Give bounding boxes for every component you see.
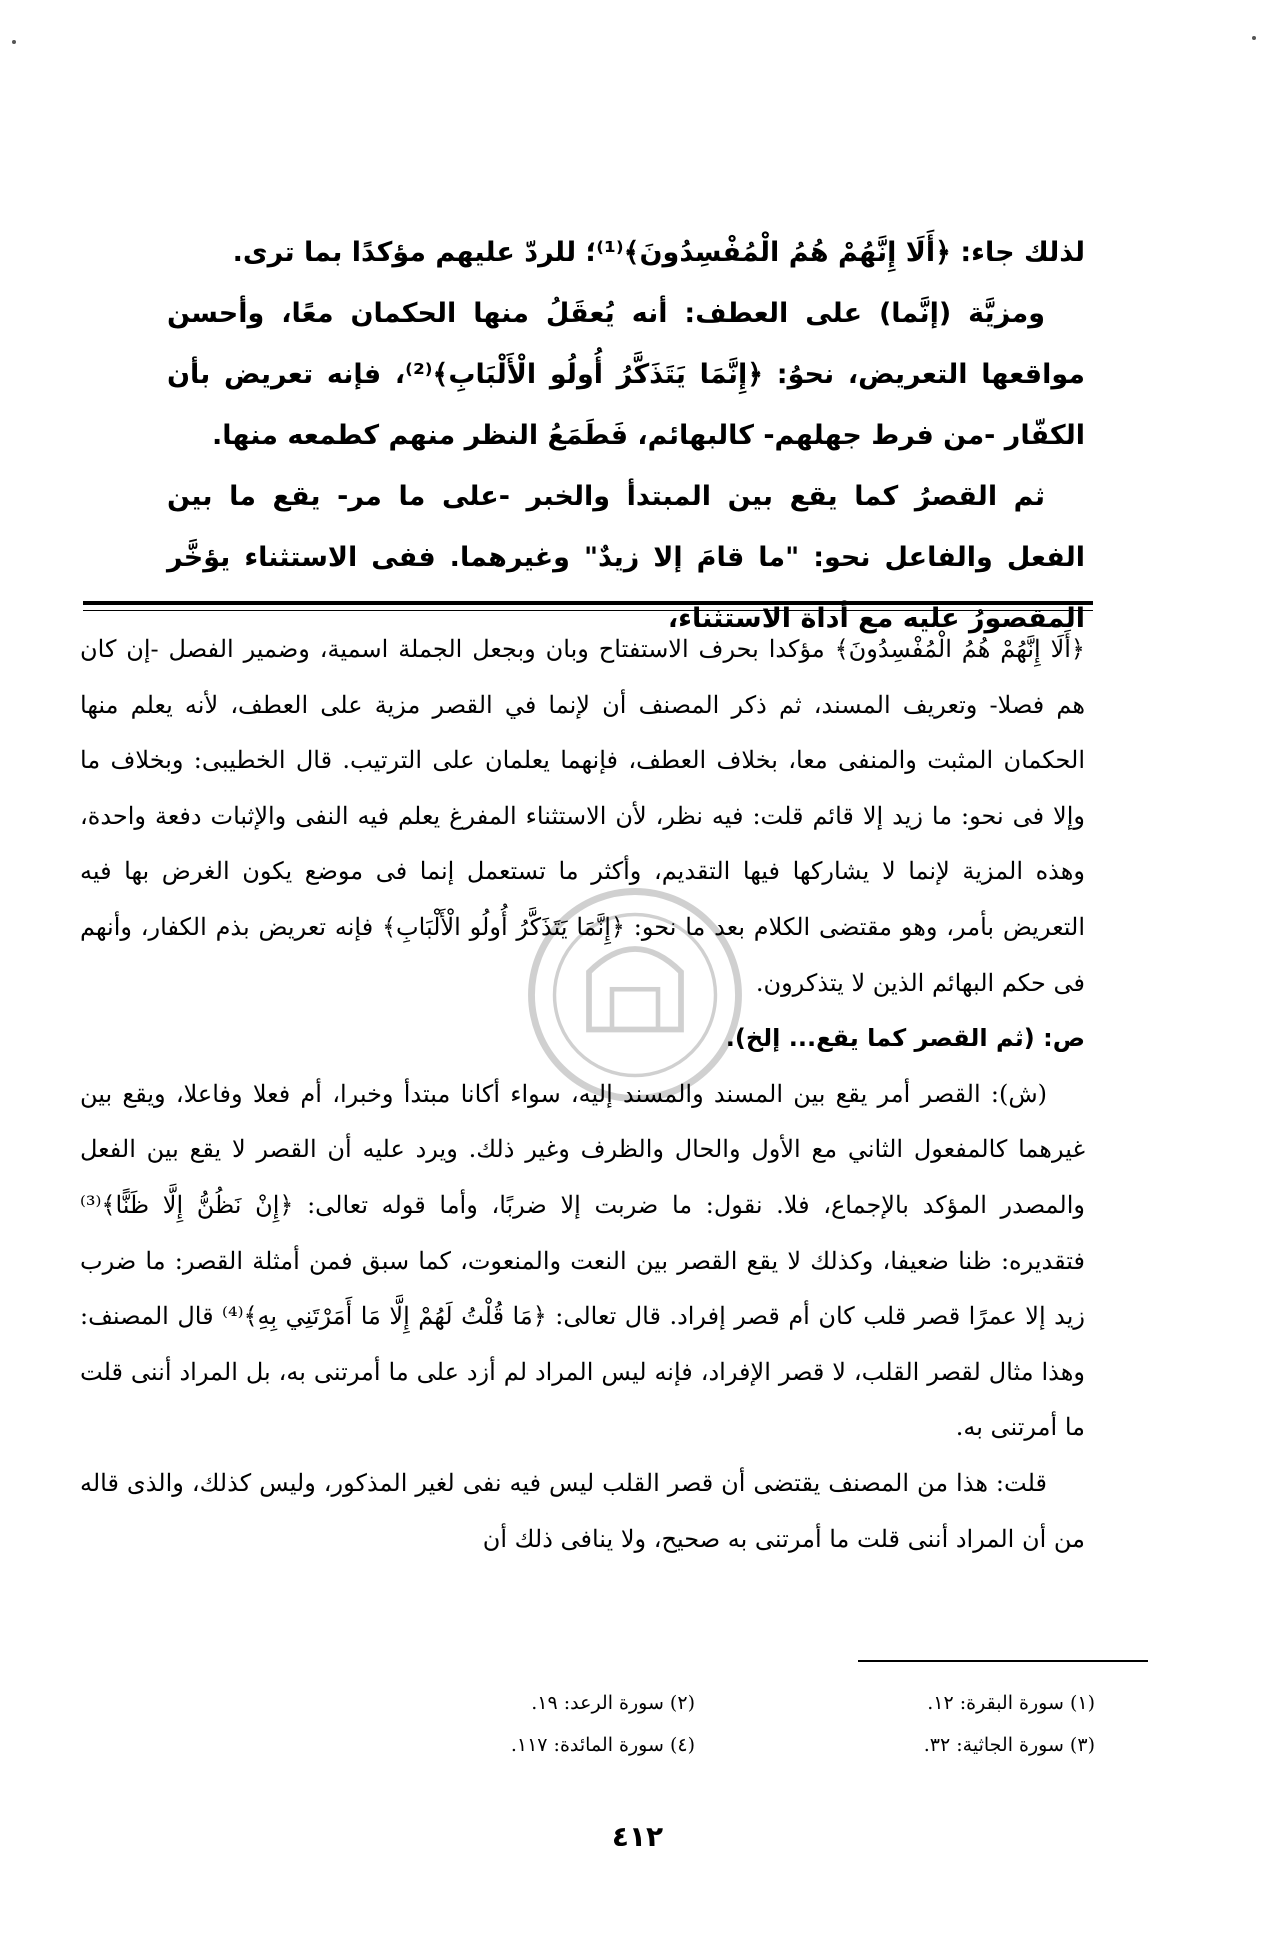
footnote-4: (٤) سورة المائدة: ١١٧. — [510, 1734, 695, 1756]
scan-speck — [12, 40, 16, 44]
section-divider-thin — [83, 610, 1093, 611]
footnote-2: (٢) سورة الرعد: ١٩. — [531, 1692, 695, 1714]
commentary-paragraph-sharh: (ش): القصر أمر يقع بين المسند والمسند إليه، سواء أكانا مبتدأ وخبرا، أم فعلا وفاعلا، ويقع بين غيرهما كالمفعول الثاني مع الأول والحال والظرف وغير ذلك. ويرد عليه أن القصر لا يقع بين الفعل والمصدر المؤكد بالإجماع، فلا. نقول: ما ضربت إلا ضربًا، وأما قوله تعالى: ﴿إِنْ نَظُنُّ إِلَّا ظَنًّا﴾⁽³⁾ فتقديره: ظنا ضعيفا، وكذلك لا يقع القصر بين النعت والمنعوت، كما سبق فمن أمثلة القصر: ما ضرب زيد إلا عمرًا قصر قلب كان أم قصر إفراد. قال تعالى: ﴿مَا قُلْتُ لَهُمْ إِلَّا مَا أَمَرْتَنِي بِهِ﴾⁽⁴⁾ قال المصنف: وهذا مثال لقصر القلب، لا قصر الإفراد، فإنه ليس المراد لم أزد على ما أمرتنى به، بل المراد أننى قلت ما أمرتنى به. — [80, 1079, 1086, 1442]
page-number: ٤١٢ — [611, 1820, 664, 1853]
footnote-row — [335, 1682, 1095, 1724]
main-paragraph-innama: ومزيَّة (إنَّما) على العطف: أنه يُعقَلُ منها الحكمان معًا، وأحسن مواقعها التعريض، نحوُ: ﴿إِنَّمَا يَتَذَكَّرُ أُولُو الْأَلْبَابِ﴾⁽²⁾، فإنه تعريض بأن الكفّار -من فرط جهلهم- كالبهائم، فَطَمَعُ النظر منهم كطمعه منها. — [167, 298, 1085, 451]
footnote-row — [335, 1724, 1095, 1766]
main-paragraph-qasr: ثم القصرُ كما يقع بين المبتدأ والخبر -على ما مر- يقع ما بين الفعل والفاعل نحو: "ما قامَ إلا زيدٌ" وغيرهما. ففى الاستثناء يؤخَّر المقصورُ عليه مع أداة الاستثناء، — [167, 481, 1085, 634]
scan-speck — [1252, 36, 1256, 40]
commentary-paragraph-qultu: قلت: هذا من المصنف يقتضى أن قصر القلب ليس فيه نفى لغير المذكور، وليس كذلك، والذى قاله من أن المراد أننى قلت ما أمرتنى به صحيح، ولا ينافى ذلك أن — [80, 1468, 1085, 1553]
footnotes — [335, 1682, 1095, 1766]
main-text — [167, 222, 1085, 649]
main-line-1: لذلك جاء: ﴿أَلَا إِنَّهُمْ هُمُ الْمُفْسِدُونَ﴾⁽¹⁾؛ للردّ عليهم مؤكدًا بما ترى. — [232, 237, 1085, 268]
commentary-paragraph-1: ﴿أَلَا إِنَّهُمْ هُمُ الْمُفْسِدُونَ﴾ مؤكدا بحرف الاستفتاح وبان وبجعل الجملة اسمية، وضمير الفصل -إن كان هم فصلا- وتعريف المسند، ثم ذكر المصنف أن لإنما في القصر مزية على العطف، لأنه يعلم منها الحكمان المثبت والمنفى معا، بخلاف العطف، فإنهما يعلمان على الترتيب. قال الخطيبى: وبخلاف ما وإلا فى نحو: ما زيد إلا قائم قلت: فيه نظر، لأن الاستثناء المفرغ يعلم فيه النفى والإثبات دفعة واحدة، وهذه المزية لإنما لا يشاركها فيها التقديم، وأكثر ما تستعمل إنما فى موضع يكون الغرض بها فيه التعريض بأمر، وهو مقتضى الكلام بعد ما نحو: ﴿إِنَّمَا يَتَذَكَّرُ أُولُو الْأَلْبَابِ﴾ فإنه تعريض بذم الكفار، وأنهم فى حكم البهائم الذين لا يتذكرون. — [80, 635, 1085, 997]
commentary — [80, 622, 1085, 1567]
commentary-heading-sad: ص: (ثم القصر كما يقع... إلخ). — [725, 1024, 1085, 1053]
section-divider — [83, 601, 1093, 605]
footnote-1: (١) سورة البقرة: ١٢. — [927, 1692, 1095, 1714]
footnote-divider — [858, 1660, 1148, 1662]
footnote-3: (٣) سورة الجاثية: ٣٢. — [923, 1734, 1095, 1756]
